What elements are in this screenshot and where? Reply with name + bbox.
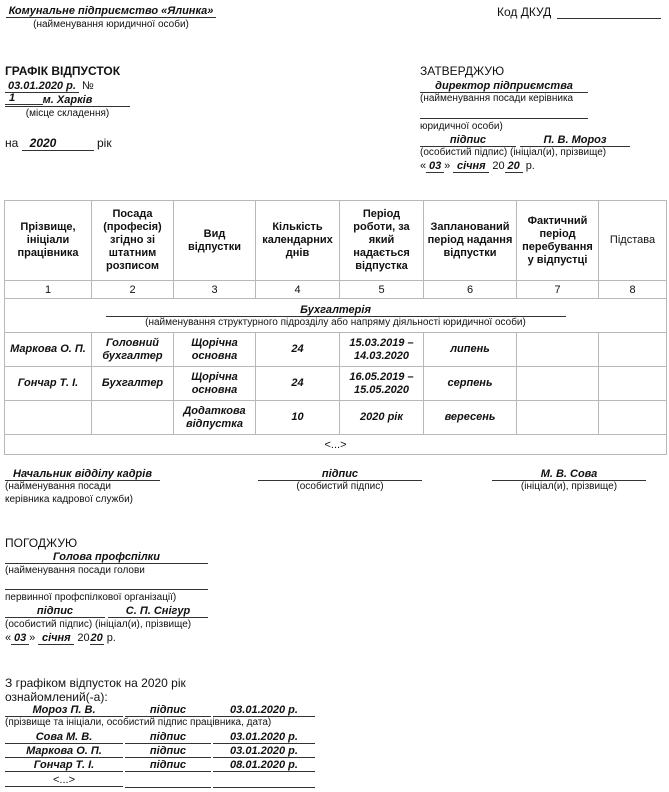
cell-days: 24 [256,367,340,401]
hr-name-caption: (ініціал(и), прізвище) [520,481,618,492]
hr-position: Начальник відділу кадрів [5,468,160,481]
hr-name: М. В. Сова [492,468,646,481]
cell-basis [599,401,667,435]
approve-date: « 03 » січня 20 20 р. [420,160,535,172]
vacation-schedule-table [4,200,667,455]
agree-year-pre: 20 [77,632,90,644]
agree-month: січня [38,632,74,645]
doc-year-row [5,136,112,151]
approve-year-post: 20 [505,160,523,173]
org-name-caption: (найменування юридичної особи) [33,19,189,30]
cell-work-period: 16.05.2019 – 15.05.2020 [340,367,424,401]
approve-position-caption-1: (найменування посади керівника [420,93,574,104]
agree-name: С. П. Снігур [108,605,208,618]
col-number: 7 [517,281,599,299]
doc-year: 2020 [22,136,94,151]
cell-actual-period [517,333,599,367]
header-planned-period: Запланований період надання відпустки [424,201,517,281]
familiar-row-name: Маркова О. П. [5,745,123,758]
doc-date: 03.01.2020 р. [5,80,79,93]
familiar-caption: (прізвище та ініціали, особистий підпис працівника, дата) [5,717,272,728]
cell-planned-period: серпень [424,367,517,401]
col-number: 6 [424,281,517,299]
familiar-row-date: 03.01.2020 р. [213,704,315,717]
agree-signature: підпис [5,605,105,618]
hr-position-caption-1: (найменування посади [5,481,111,492]
cell-name [5,401,92,435]
cell-position: Бухгалтер [92,367,174,401]
col-number: 1 [5,281,92,299]
familiar-row-signature: підпис [125,704,211,717]
approve-year-suffix: р. [525,160,535,172]
table-ellipsis: <...> [5,435,667,455]
doc-num-label: № [81,80,94,92]
org-name: Комунальне підприємство «Ялинка» [6,5,216,18]
familiar-intro-2: ознайомлений(-а): [5,690,108,704]
col-number: 2 [92,281,174,299]
header-vacation-type: Вид відпустки [174,201,256,281]
agree-day: 03 [11,632,29,645]
familiar-empty-line [213,774,315,788]
cell-basis [599,367,667,401]
cell-basis [599,333,667,367]
doc-place: м. Харків [5,94,130,107]
approve-position: директор підприємства [420,80,588,93]
familiar-row-date: 03.01.2020 р. [213,745,315,758]
department-row [5,299,667,333]
doc-year-prefix: на [5,136,19,150]
cell-vacation-type: Додаткова відпустка [174,401,256,435]
cell-position: Головний бухгалтер [92,333,174,367]
familiar-row-name: Мороз П. В. [5,704,123,717]
col-number: 5 [340,281,424,299]
hr-signature: підпис [258,468,422,481]
agree-position-caption-2: первинної профспілкової організації) [5,592,177,603]
agree-position: Голова профспілки [5,551,208,564]
familiar-row-date: 03.01.2020 р. [213,731,315,744]
col-number: 4 [256,281,340,299]
hr-signature-caption: (особистий підпис) [296,481,384,492]
cell-vacation-type: Щорічна основна [174,333,256,367]
familiar-row-signature: підпис [125,731,211,744]
cell-position [92,401,174,435]
header-position: Посада (професія) згідно зі штатним розписом [92,201,174,281]
cell-planned-period: липень [424,333,517,367]
familiar-row-name: Сова М. В. [5,731,123,744]
approve-signature: підпис [420,134,516,147]
cell-planned-period: вересень [424,401,517,435]
header-work-period: Період роботи, за який надається відпустка [340,201,424,281]
dkud-label: Код ДКУД [497,5,552,19]
familiar-intro-1: З графіком відпусток на 2020 рік [5,676,186,690]
table-row [5,333,667,367]
table-row [5,401,667,435]
header-actual-period: Фактичний період перебування у відпустці [517,201,599,281]
doc-year-suffix: рік [97,136,112,150]
cell-actual-period [517,367,599,401]
header-basis: Підстава [599,201,667,281]
familiar-ellipsis: <...> [5,774,123,787]
doc-num: 1 [5,92,43,105]
table-numbers-row [5,281,667,299]
cell-actual-period [517,401,599,435]
doc-title: ГРАФІК ВІДПУСТОК [5,64,121,78]
agree-date: « 03 » січня 2020 р. [5,632,116,644]
ellipsis-row [5,435,667,455]
dkud-field[interactable] [557,5,661,19]
department-name: Бухгалтерія [106,304,566,317]
familiar-empty-line [125,774,211,788]
col-number: 3 [174,281,256,299]
hr-position-caption-2: керівника кадрової служби) [5,494,134,505]
approve-position-caption-2: юридичної особи) [420,121,503,132]
familiar-row-date: 08.01.2020 р. [213,759,315,772]
approve-position-line [420,107,588,119]
table-header-row [5,201,667,281]
cell-work-period: 15.03.2019 – 14.03.2020 [340,333,424,367]
header-name: Прізвище, ініціали працівника [5,201,92,281]
approve-name: П. В. Мороз [520,134,630,147]
cell-name: Гончар Т. І. [5,367,92,401]
approve-sign-caption: (особистий підпис) (ініціал(и), прізвище) [420,147,607,158]
agree-position-caption-1: (найменування посади голови [5,565,145,576]
approve-year-pre: 20 [492,160,505,172]
cell-days: 10 [256,401,340,435]
cell-work-period: 2020 рік [340,401,424,435]
agree-sign-caption: (особистий підпис) (ініціал(и), прізвище) [5,619,192,630]
familiar-row-signature: підпис [125,745,211,758]
agree-year-post: 20 [90,632,103,644]
agree-heading: ПОГОДЖУЮ [5,536,78,550]
cell-vacation-type: Щорічна основна [174,367,256,401]
approve-month: січня [453,160,489,173]
approve-heading: ЗАТВЕРДЖУЮ [420,64,505,78]
familiar-row-signature: підпис [125,759,211,772]
familiar-row-name: Гончар Т. І. [5,759,123,772]
approve-day: 03 [426,160,444,173]
agree-position-line [5,579,208,590]
cell-name: Маркова О. П. [5,333,92,367]
doc-place-caption: (місце складення) [25,108,110,119]
header-days: Кількість календарних днів [256,201,340,281]
cell-days: 24 [256,333,340,367]
col-number: 8 [599,281,667,299]
agree-year-suffix: р. [106,632,116,644]
department-caption: (найменування структурного підрозділу або напряму діяльності юридичної особи) [145,316,526,328]
table-row [5,367,667,401]
